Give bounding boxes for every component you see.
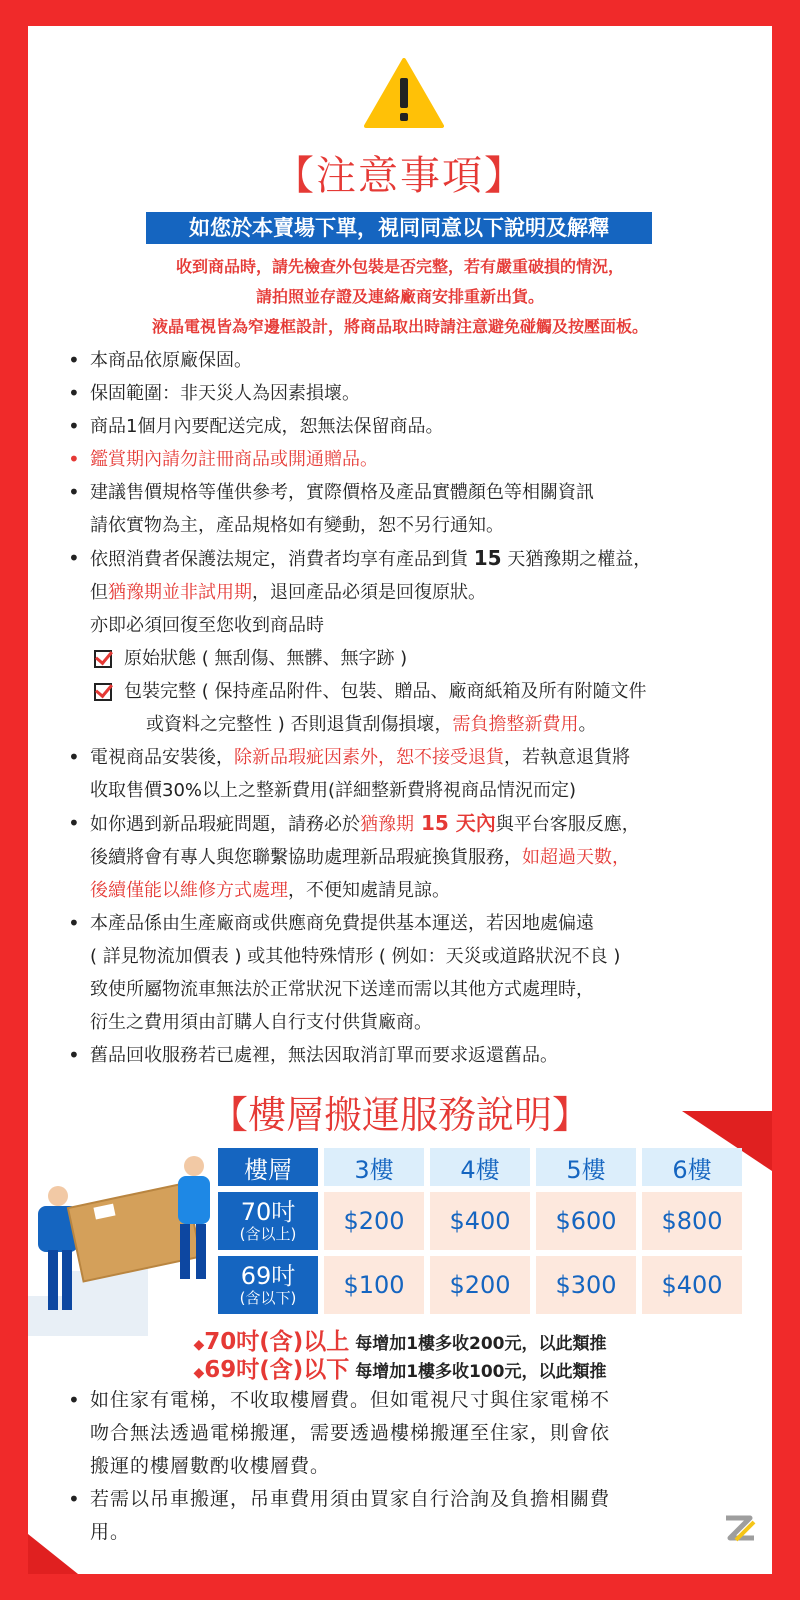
notice-line: 收到商品時，請先檢查外包裝是否完整，若有嚴重破損的情況， bbox=[175, 257, 624, 276]
list-item: • 本商品依原廠保固。 bbox=[66, 344, 756, 377]
item-text: 如你遇到新品瑕疵問題，請務必於 bbox=[90, 814, 360, 835]
check-text: 。 bbox=[578, 714, 597, 735]
checklist-continuation bbox=[66, 708, 756, 741]
rule-text: 每增加1樓多收200元，以此類推 bbox=[349, 1334, 607, 1354]
list-item: • 舊品回收服務若已處裡，無法因取消訂單而要求返還舊品。 bbox=[66, 1039, 756, 1072]
item-continuation: 致使所屬物流車無法於正常狀況下送達而需以其他方式處理時， bbox=[90, 979, 594, 1000]
price-cell: $800 bbox=[642, 1192, 742, 1250]
item-continuation: 亦即必須回復至您收到商品時 bbox=[90, 615, 324, 636]
highlight-text: 後續僅能以維修方式處理 bbox=[90, 880, 288, 901]
price-cell: $100 bbox=[324, 1256, 424, 1314]
size-note: (含以上) bbox=[239, 1225, 297, 1243]
terms-list bbox=[66, 344, 756, 1072]
price-cell: $600 bbox=[536, 1192, 636, 1250]
item-text: 建議售價規格等僅供參考，實際價格及產品實體顏色等相關資訊 bbox=[90, 482, 594, 503]
item-text: ，不便知處請見諒。 bbox=[288, 880, 450, 901]
item-text: ，若執意退貨將 bbox=[504, 747, 630, 768]
item-text: 後續將會有專人與您聯繫協助處理新品瑕疵換貨服務， bbox=[90, 847, 522, 868]
diamond-icon: ◆ bbox=[193, 1365, 205, 1381]
item-continuation: ( 詳見物流加價表 ) 或其他特殊情形 ( 例如：天災或道路狀況不良 ) bbox=[90, 946, 621, 967]
list-item: • 鑑賞期內請勿註冊商品或開通贈品。 bbox=[66, 443, 756, 476]
item-text: 但 bbox=[90, 582, 108, 603]
checkbox-icon bbox=[94, 683, 112, 701]
item-continuation bbox=[66, 874, 756, 907]
check-text: 包裝完整 ( 保持產品附件、包裝、贈品、廠商紙箱及所有附隨文件 bbox=[124, 681, 647, 702]
price-cell: $400 bbox=[430, 1192, 530, 1250]
diamond-icon: ◆ bbox=[193, 1337, 205, 1353]
list-item bbox=[66, 476, 756, 509]
table-header: 4樓 bbox=[430, 1148, 530, 1186]
item-continuation: 收取售價30%以上之整新費用(詳細整新費將視商品情況而定) bbox=[90, 780, 577, 801]
item-text: 天猶豫期之權益， bbox=[501, 549, 652, 570]
item-text: 與平台客服反應， bbox=[495, 814, 640, 835]
rule-size: 70吋(含)以上 bbox=[204, 1329, 350, 1355]
price-cell: $300 bbox=[536, 1256, 636, 1314]
list-item: • 如住家有電梯，不收取樓層費。但如電視尺寸與住家電梯不 bbox=[66, 1384, 756, 1417]
size-cell bbox=[218, 1192, 318, 1250]
size-note: (含以下) bbox=[239, 1289, 297, 1307]
check-text: 原始狀態 ( 無刮傷、無髒、無字跡 ) bbox=[124, 648, 408, 669]
item-continuation: 請依實物為主，產品規格如有變動，恕不另行通知。 bbox=[90, 515, 504, 536]
table-header: 樓層 bbox=[218, 1148, 318, 1186]
notice-line: 請拍照並存證及連絡廠商安排重新出貨。 bbox=[255, 287, 544, 306]
item-continuation: 吻合無法透過電梯搬運，需要透過樓梯搬運至住家，則會依 bbox=[90, 1422, 611, 1444]
table-header: 6樓 bbox=[642, 1148, 742, 1186]
checkbox-icon bbox=[94, 650, 112, 668]
size-cell bbox=[218, 1256, 318, 1314]
item-continuation: 用。 bbox=[90, 1521, 131, 1543]
elevator-list bbox=[66, 1384, 756, 1549]
list-item: • 商品1個月內要配送完成，恕無法保留商品。 bbox=[66, 410, 756, 443]
warning-icon bbox=[364, 58, 444, 128]
highlight-text: 猶豫期並非試用期 bbox=[108, 582, 252, 603]
checklist-item bbox=[66, 675, 756, 708]
item-text: ，退回產品必須是回復原狀。 bbox=[252, 582, 486, 603]
table-header: 5樓 bbox=[536, 1148, 636, 1186]
item-continuation bbox=[66, 841, 756, 874]
logo-icon bbox=[722, 1510, 758, 1546]
highlight-text: 猶豫期 bbox=[360, 814, 414, 835]
item-continuation: 衍生之費用須由訂購人自行支付供貨廠商。 bbox=[90, 1012, 432, 1033]
highlight-text: 除新品瑕疵因素外，恕不接受退貨 bbox=[234, 747, 504, 768]
item-continuation bbox=[66, 576, 756, 609]
table-header: 3樓 bbox=[324, 1148, 424, 1186]
size-label: 69吋 bbox=[240, 1262, 296, 1290]
rule-size: 69吋(含)以下 bbox=[204, 1357, 350, 1383]
highlight-text: 如超過天數， bbox=[522, 847, 630, 868]
list-item: • 保固範圍：非天災人為因素損壞。 bbox=[66, 377, 756, 410]
item-text: 電視商品安裝後， bbox=[90, 747, 234, 768]
item-text: 依照消費者保護法規定，消費者均享有產品到貨 bbox=[90, 549, 474, 570]
check-text: 或資料之完整性 ) 否則退貨刮傷損壞， bbox=[146, 714, 453, 735]
list-item bbox=[66, 741, 756, 774]
highlight-text: 15 天內 bbox=[414, 811, 496, 835]
checklist-item bbox=[66, 642, 756, 675]
list-item: • 若需以吊車搬運，吊車費用須由買家自行洽詢及負擔相關費 bbox=[66, 1483, 756, 1516]
size-label: 70吋 bbox=[240, 1198, 296, 1226]
highlight-text: 需負擔整新費用 bbox=[452, 714, 579, 735]
section-title: 【樓層搬運服務說明】 bbox=[209, 1093, 590, 1137]
notice-line: 液晶電視皆為窄邊框設計，將商品取出時請注意避免碰觸及按壓面板。 bbox=[151, 317, 648, 336]
fee-rule bbox=[28, 1351, 772, 1384]
rule-text: 每增加1樓多收100元，以此類推 bbox=[349, 1362, 607, 1382]
list-item bbox=[66, 807, 756, 841]
price-cell: $200 bbox=[430, 1256, 530, 1314]
days-number: 15 bbox=[473, 546, 502, 570]
page-title: 【注意事項】 bbox=[274, 153, 526, 199]
mover-illustration bbox=[28, 1146, 228, 1336]
agreement-banner: 如您於本賣場下單，視同同意以下說明及解釋 bbox=[146, 212, 652, 244]
notice-card bbox=[28, 26, 772, 1574]
list-item: • 本產品係由生產廠商或供應商免費提供基本運送，若因地處偏遠 bbox=[66, 907, 756, 940]
price-cell: $200 bbox=[324, 1192, 424, 1250]
list-item bbox=[66, 542, 756, 576]
item-continuation: 搬運的樓層數酌收樓層費。 bbox=[90, 1455, 331, 1477]
price-cell: $400 bbox=[642, 1256, 742, 1314]
